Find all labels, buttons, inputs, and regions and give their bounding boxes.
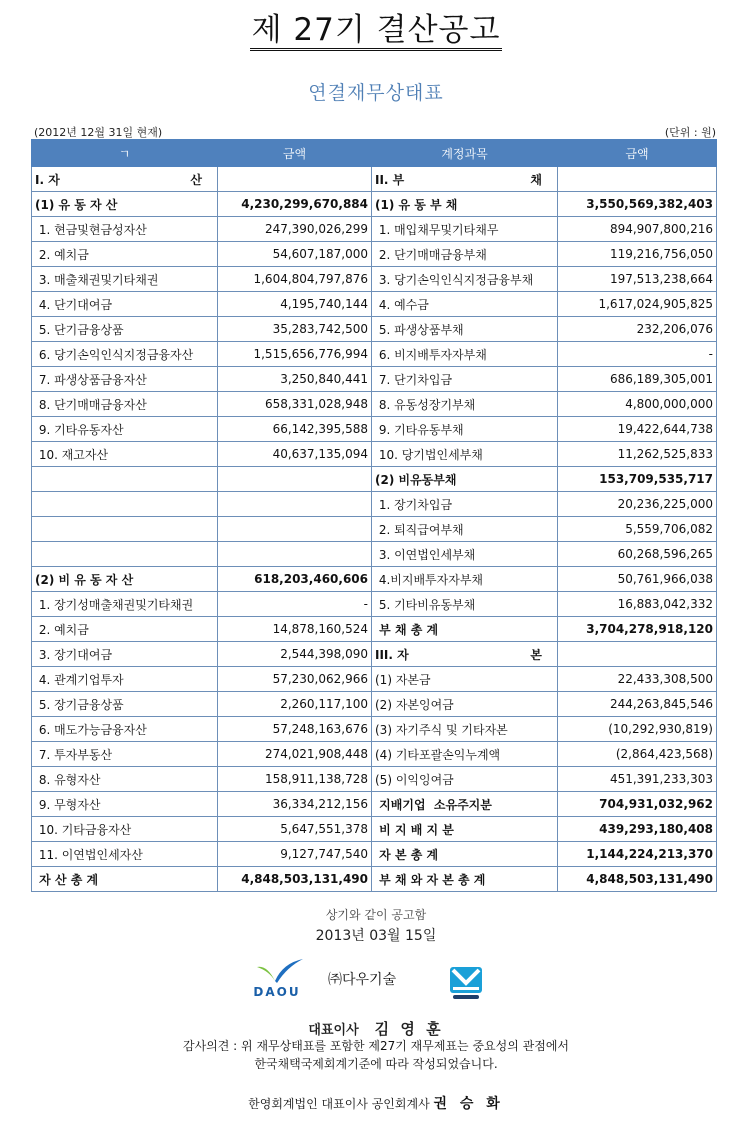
liability-equity-amount: 197,513,238,664 bbox=[558, 267, 717, 292]
auditor-prefix: 한영회계법인 대표이사 공인회계사 bbox=[248, 1097, 430, 1111]
ceo-title: 대표이사 bbox=[308, 1023, 359, 1038]
liability-equity-amount bbox=[558, 167, 717, 192]
asset-amount bbox=[218, 542, 372, 567]
asset-account: 6. 매도가능금융자산 bbox=[32, 717, 218, 742]
liability-equity-amount: 20,236,225,000 bbox=[558, 492, 717, 517]
liability-equity-amount bbox=[558, 642, 717, 667]
table-row bbox=[32, 717, 717, 742]
asset-account: 5. 장기금융상품 bbox=[32, 692, 218, 717]
liability-equity-account: (2) 자본잉여금 bbox=[372, 692, 558, 717]
table-row bbox=[32, 492, 717, 517]
audit-opinion-line1: 감사의견 : 위 재무상태표를 포함한 제27기 재무제표는 중요성의 관점에서 bbox=[183, 1039, 569, 1053]
liability-equity-account: 10. 당기법인세부채 bbox=[372, 442, 558, 467]
asset-account: 6. 당기손익인식지정금융자산 bbox=[32, 342, 218, 367]
liability-equity-account bbox=[372, 167, 558, 192]
liability-equity-amount: 5,559,706,082 bbox=[558, 517, 717, 542]
table-row bbox=[32, 342, 717, 367]
table-header-row bbox=[32, 140, 717, 167]
asset-account: 5. 단기금융상품 bbox=[32, 317, 218, 342]
liability-equity-account: (3) 자기주식 및 기타자본 bbox=[372, 717, 558, 742]
asset-amount bbox=[218, 467, 372, 492]
liability-equity-account: 1. 장기차입금 bbox=[372, 492, 558, 517]
table-row bbox=[32, 642, 717, 667]
liability-equity-account: (5) 이익잉여금 bbox=[372, 767, 558, 792]
liability-equity-account: 자 본 총 계 bbox=[372, 842, 558, 867]
header-amount-left: 금액 bbox=[218, 140, 372, 167]
liability-equity-account: 5. 기타비유동부채 bbox=[372, 592, 558, 617]
asset-amount: 2,544,398,090 bbox=[218, 642, 372, 667]
liability-equity-account: 9. 기타유동부채 bbox=[372, 417, 558, 442]
daou-logo bbox=[247, 957, 307, 999]
liability-equity-amount: 3,550,569,382,403 bbox=[558, 192, 717, 217]
asset-amount: 54,607,187,000 bbox=[218, 242, 372, 267]
asset-account: (1) 유 동 자 산 bbox=[32, 192, 218, 217]
liability-equity-amount: 11,262,525,833 bbox=[558, 442, 717, 467]
liability-equity-amount: 153,709,535,717 bbox=[558, 467, 717, 492]
table-row bbox=[32, 742, 717, 767]
asset-amount bbox=[218, 517, 372, 542]
ceo-name: 김 영 훈 bbox=[374, 1020, 444, 1038]
liability-equity-amount: 894,907,800,216 bbox=[558, 217, 717, 242]
liability-equity-amount: 1,144,224,213,370 bbox=[558, 842, 717, 867]
asset-amount: 618,203,460,606 bbox=[218, 567, 372, 592]
liability-equity-account: 비 지 배 지 분 bbox=[372, 817, 558, 842]
balance-sheet-table bbox=[31, 139, 717, 892]
table-row bbox=[32, 517, 717, 542]
table-row bbox=[32, 617, 717, 642]
liability-equity-amount: 232,206,076 bbox=[558, 317, 717, 342]
asset-account: 7. 파생상품금융자산 bbox=[32, 367, 218, 392]
asset-account: (2) 비 유 동 자 산 bbox=[32, 567, 218, 592]
liability-equity-account: 부 채 총 계 bbox=[372, 617, 558, 642]
table-row bbox=[32, 167, 717, 192]
asset-account: 9. 무형자산 bbox=[32, 792, 218, 817]
asset-account: 7. 투자부동산 bbox=[32, 742, 218, 767]
asset-amount: 4,195,740,144 bbox=[218, 292, 372, 317]
table-row bbox=[32, 867, 717, 892]
table-row bbox=[32, 842, 717, 867]
liability-equity-account: 부 채 와 자 본 총 계 bbox=[372, 867, 558, 892]
section-label: I. 자 bbox=[35, 172, 60, 187]
kiwoom-logo bbox=[447, 965, 485, 1001]
header-account-right: 계정과목 bbox=[372, 140, 558, 167]
liability-equity-amount: 4,800,000,000 bbox=[558, 392, 717, 417]
liability-equity-amount: 3,704,278,918,120 bbox=[558, 617, 717, 642]
auditor-name: 권 승 화 bbox=[433, 1096, 504, 1112]
asset-amount: 57,230,062,966 bbox=[218, 667, 372, 692]
table-row bbox=[32, 442, 717, 467]
table-row bbox=[32, 767, 717, 792]
asset-account: 자 산 총 계 bbox=[32, 867, 218, 892]
table-row bbox=[32, 367, 717, 392]
table-row bbox=[32, 792, 717, 817]
liability-equity-account: 7. 단기차입금 bbox=[372, 367, 558, 392]
asset-amount: 57,248,163,676 bbox=[218, 717, 372, 742]
liability-equity-amount: 22,433,308,500 bbox=[558, 667, 717, 692]
asset-account: 11. 이연법인세자산 bbox=[32, 842, 218, 867]
liability-equity-amount: - bbox=[558, 342, 717, 367]
asset-account: 8. 유형자산 bbox=[32, 767, 218, 792]
asset-amount: 247,390,026,299 bbox=[218, 217, 372, 242]
liability-equity-amount: 50,761,966,038 bbox=[558, 567, 717, 592]
asset-account bbox=[32, 492, 218, 517]
asset-account: 8. 단기매매금융자산 bbox=[32, 392, 218, 417]
liability-equity-amount: 439,293,180,408 bbox=[558, 817, 717, 842]
table-row bbox=[32, 817, 717, 842]
asset-account: 2. 예치금 bbox=[32, 242, 218, 267]
table-row bbox=[32, 242, 717, 267]
asset-amount bbox=[218, 492, 372, 517]
liability-equity-account: 4.비지배투자자부채 bbox=[372, 567, 558, 592]
notice-date: 2013년 03월 15일 bbox=[315, 928, 437, 944]
liability-equity-account: (4) 기타포괄손익누계액 bbox=[372, 742, 558, 767]
liability-equity-amount: 704,931,032,962 bbox=[558, 792, 717, 817]
notice-text: 상기와 같이 공고함 bbox=[325, 908, 427, 922]
asset-amount: 40,637,135,094 bbox=[218, 442, 372, 467]
ceo-line bbox=[0, 1018, 752, 1039]
liability-equity-account: 지배기업 소유주지분 bbox=[372, 792, 558, 817]
liability-equity-account: 1. 매입채무및기타채무 bbox=[372, 217, 558, 242]
asset-account: 1. 현금및현금성자산 bbox=[32, 217, 218, 242]
table-row bbox=[32, 317, 717, 342]
table-row bbox=[32, 292, 717, 317]
table-row bbox=[32, 467, 717, 492]
asset-amount: 9,127,747,540 bbox=[218, 842, 372, 867]
daou-wing-icon bbox=[247, 957, 307, 985]
table-row bbox=[32, 567, 717, 592]
table-row bbox=[32, 542, 717, 567]
section-label-end: 산 bbox=[190, 172, 202, 187]
statement-title: 연결재무상태표 bbox=[308, 82, 444, 104]
as-of-date: (2012년 12월 31일 현재) bbox=[34, 126, 163, 139]
section-label: II. 부 bbox=[375, 172, 405, 187]
asset-amount: 1,604,804,797,876 bbox=[218, 267, 372, 292]
asset-account: 4. 관계기업투자 bbox=[32, 667, 218, 692]
asset-amount: 158,911,138,728 bbox=[218, 767, 372, 792]
asset-account: 4. 단기대여금 bbox=[32, 292, 218, 317]
liability-equity-amount: (10,292,930,819) bbox=[558, 717, 717, 742]
liability-equity-amount: 60,268,596,265 bbox=[558, 542, 717, 567]
table-row bbox=[32, 267, 717, 292]
asset-amount bbox=[218, 167, 372, 192]
asset-amount: 4,230,299,670,884 bbox=[218, 192, 372, 217]
table-row bbox=[32, 667, 717, 692]
unit-label: (단위 : 원) bbox=[664, 126, 716, 139]
asset-amount: - bbox=[218, 592, 372, 617]
liability-equity-account: 8. 유동성장기부채 bbox=[372, 392, 558, 417]
table-row bbox=[32, 217, 717, 242]
liability-equity-amount: (2,864,423,568) bbox=[558, 742, 717, 767]
liability-equity-account: 5. 파생상품부채 bbox=[372, 317, 558, 342]
asset-amount: 2,260,117,100 bbox=[218, 692, 372, 717]
section-label-end: 본 bbox=[530, 647, 542, 662]
liability-equity-amount: 686,189,305,001 bbox=[558, 367, 717, 392]
asset-account bbox=[32, 167, 218, 192]
asset-amount: 66,142,395,588 bbox=[218, 417, 372, 442]
asset-amount: 4,848,503,131,490 bbox=[218, 867, 372, 892]
table-row bbox=[32, 692, 717, 717]
liability-equity-account: 2. 단기매매금융부채 bbox=[372, 242, 558, 267]
liability-equity-account: 2. 퇴직급여부채 bbox=[372, 517, 558, 542]
page-title: 제 27기 결산공고 bbox=[0, 12, 752, 51]
daou-logo-text: DAOU bbox=[253, 985, 301, 999]
asset-amount: 658,331,028,948 bbox=[218, 392, 372, 417]
company-name: ㈜다우기술 bbox=[328, 972, 397, 988]
envelope-logo-icon bbox=[447, 965, 485, 1001]
liability-equity-amount: 4,848,503,131,490 bbox=[558, 867, 717, 892]
asset-amount: 1,515,656,776,994 bbox=[218, 342, 372, 367]
section-label: III. 자 bbox=[375, 647, 409, 662]
liability-equity-account: (2) 비유동부채 bbox=[372, 467, 558, 492]
table-row bbox=[32, 417, 717, 442]
asset-amount: 274,021,908,448 bbox=[218, 742, 372, 767]
liability-equity-amount: 16,883,042,332 bbox=[558, 592, 717, 617]
table-row bbox=[32, 192, 717, 217]
asset-amount: 14,878,160,524 bbox=[218, 617, 372, 642]
asset-account: 3. 장기대여금 bbox=[32, 642, 218, 667]
table-row bbox=[32, 392, 717, 417]
asset-account bbox=[32, 542, 218, 567]
liability-equity-account bbox=[372, 642, 558, 667]
asset-account: 9. 기타유동자산 bbox=[32, 417, 218, 442]
table-row bbox=[32, 592, 717, 617]
liability-equity-amount: 1,617,024,905,825 bbox=[558, 292, 717, 317]
audit-opinion-line2: 한국채택국제회계기준에 따라 작성되었습니다. bbox=[254, 1057, 498, 1071]
logo-row bbox=[0, 955, 752, 1005]
asset-account: 10. 기타금융자산 bbox=[32, 817, 218, 842]
section-label-end: 채 bbox=[530, 172, 542, 187]
liability-equity-account: 3. 당기손익인식지정금융부채 bbox=[372, 267, 558, 292]
liability-equity-amount: 451,391,233,303 bbox=[558, 767, 717, 792]
liability-equity-account: 4. 예수금 bbox=[372, 292, 558, 317]
header-amount-right: 금액 bbox=[558, 140, 717, 167]
liability-equity-amount: 244,263,845,546 bbox=[558, 692, 717, 717]
liability-equity-account: 6. 비지배투자자부채 bbox=[372, 342, 558, 367]
liability-equity-amount: 19,422,644,738 bbox=[558, 417, 717, 442]
liability-equity-account: 3. 이연법인세부채 bbox=[372, 542, 558, 567]
asset-account bbox=[32, 517, 218, 542]
asset-account: 3. 매출채권및기타채권 bbox=[32, 267, 218, 292]
asset-amount: 3,250,840,441 bbox=[218, 367, 372, 392]
liability-equity-account: (1) 유 동 부 채 bbox=[372, 192, 558, 217]
asset-account bbox=[32, 467, 218, 492]
liability-equity-account: (1) 자본금 bbox=[372, 667, 558, 692]
header-account-left: ㄱ bbox=[32, 140, 218, 167]
asset-account: 1. 장기성매출채권및기타채권 bbox=[32, 592, 218, 617]
liability-equity-amount: 119,216,756,050 bbox=[558, 242, 717, 267]
auditor-line bbox=[0, 1093, 752, 1113]
asset-account: 10. 재고자산 bbox=[32, 442, 218, 467]
asset-amount: 5,647,551,378 bbox=[218, 817, 372, 842]
asset-amount: 36,334,212,156 bbox=[218, 792, 372, 817]
asset-amount: 35,283,742,500 bbox=[218, 317, 372, 342]
asset-account: 2. 예치금 bbox=[32, 617, 218, 642]
